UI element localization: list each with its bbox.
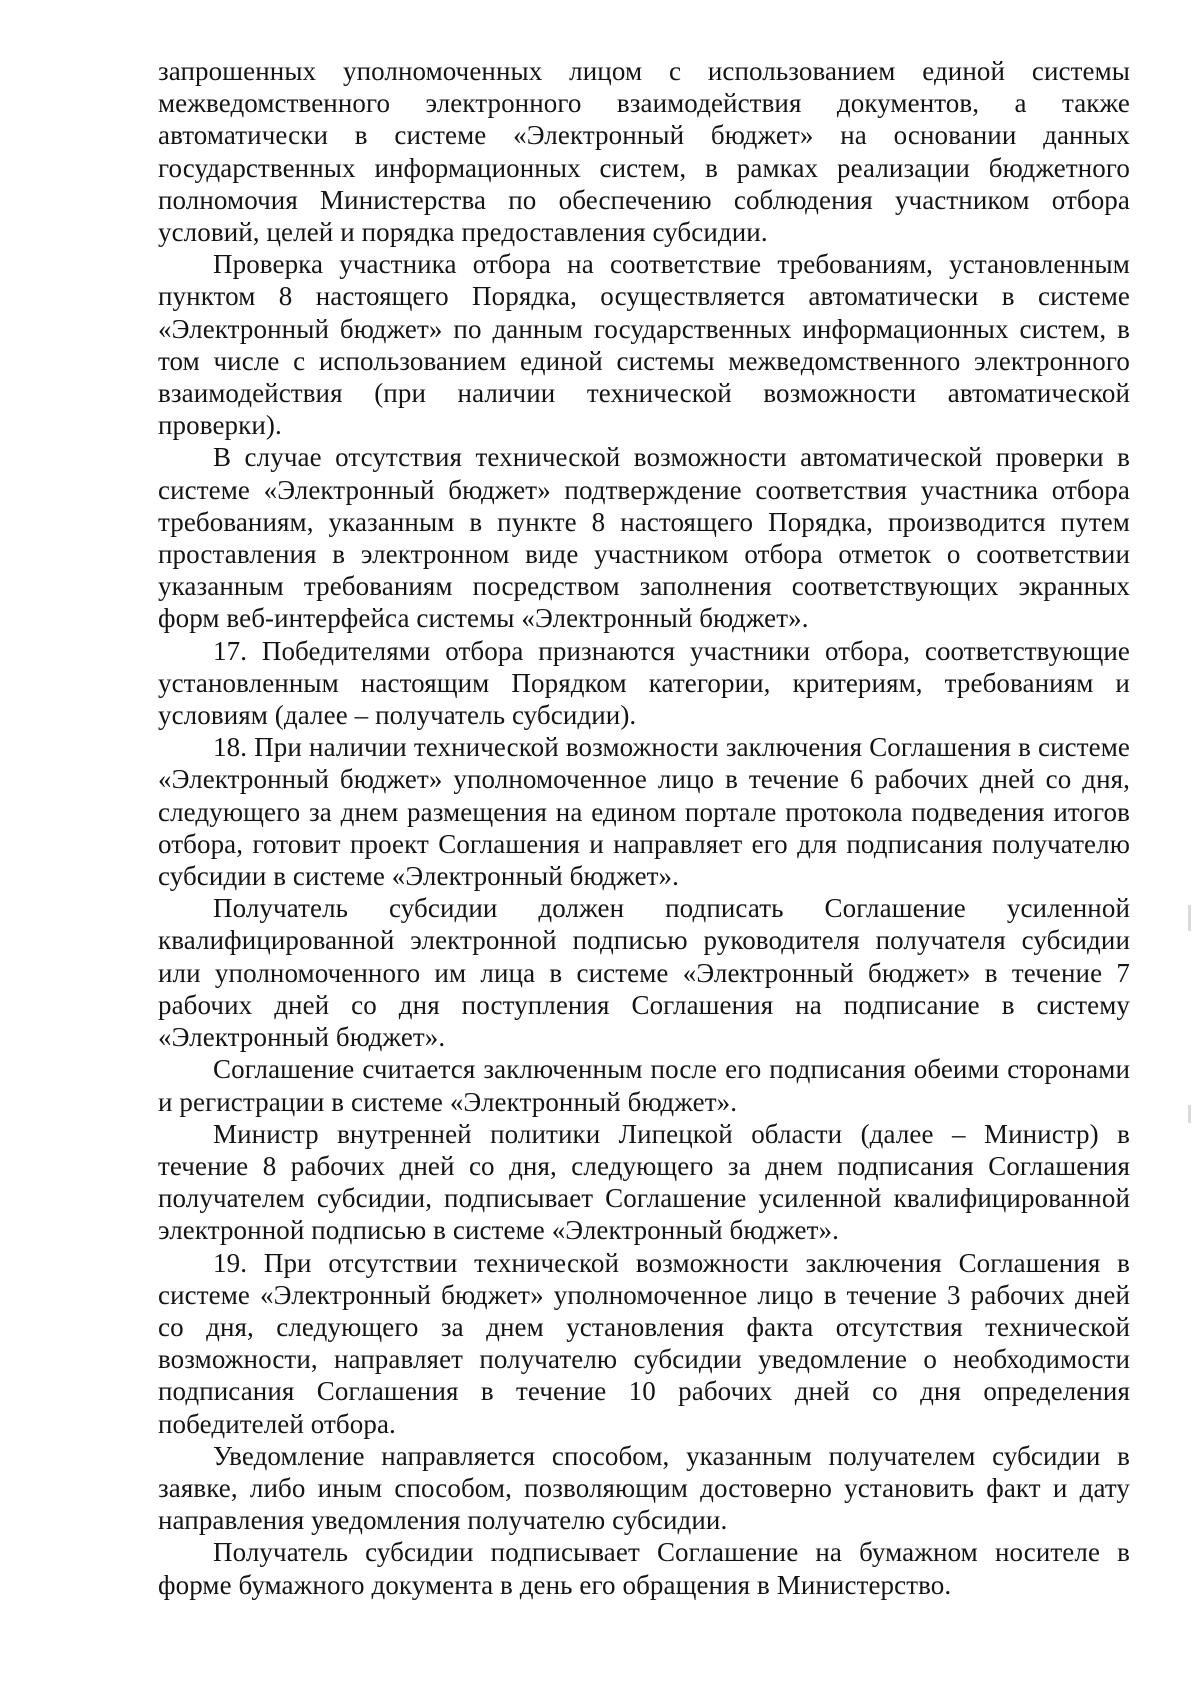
- paragraph-notification-method: Уведомление направляется способом, указанным получателем субсидии в заявке, либо иным способом, позволяющим достоверно установить факт и дату направления уведомления получателю субсидии.: [158, 1440, 1130, 1536]
- scan-edge-mark: [1188, 905, 1191, 931]
- paragraph-continuation: запрошенных уполномоченных лицом с использованием единой системы межведомственного электронного взаимодействия документов, а также автоматически в системе «Электронный бюджет» на основании данных государственных информационных систем, в рамках реализации бюджетного полномочия Министерства по обеспечению соблюдения участником отбора условий, целей и порядка предоставления субсидии.: [158, 56, 1130, 248]
- paragraph-agreement-concluded: Соглашение считается заключенным после его подписания обеими сторонами и регистрации в системе «Электронный бюджет».: [158, 1054, 1130, 1117]
- paragraph-minister-signing: Министр внутренней политики Липецкой области (далее – Министр) в течение 8 рабочих дней со дня, следующего за днем подписания Соглашения получателем субсидии, подписывает Соглашение усиленной квалифицированной электронной подписью в системе «Электронный бюджет».: [158, 1118, 1130, 1246]
- paragraph-recipient-signing: Получатель субсидии должен подписать Соглашение усиленной квалифицированной электронной подписью руководителя получателя субсидии или уполномоченного им лица в системе «Электронный бюджет» в течение 7 рабочих дней со дня поступления Соглашения на подписание в систему «Электронный бюджет».: [158, 893, 1130, 1053]
- scan-edge-mark: [1188, 1105, 1191, 1123]
- paragraph-clause-17: 17. Победителями отбора признаются участники отбора, соответствующие установленным настоящим Порядком категории, критериям, требованиям и условиям (далее – получатель субсидии).: [158, 635, 1130, 731]
- paragraph-verification-manual: В случае отсутствия технической возможности автоматической проверки в системе «Электронный бюджет» подтверждение соответствия участника отбора требованиям, указанным в пункте 8 настоящего Порядка, производится путем проставления в электронном виде участником отбора отметок о соответствии указанным требованиям посредством заполнения соответствующих экранных форм веб-интерфейса системы «Электронный бюджет».: [158, 442, 1130, 634]
- paragraph-clause-18: 18. При наличии технической возможности заключения Соглашения в системе «Электронный бюджет» уполномоченное лицо в течение 6 рабочих дней со дня, следующего за днем размещения на едином портале протокола подведения итогов отбора, готовит проект Соглашения и направляет его для подписания получателю субсидии в системе «Электронный бюджет».: [158, 732, 1130, 892]
- paragraph-paper-signing: Получатель субсидии подписывает Соглашение на бумажном носителе в форме бумажного документа в день его обращения в Министерство.: [158, 1537, 1130, 1600]
- paragraph-verification-auto: Проверка участника отбора на соответствие требованиям, установленным пунктом 8 настоящего Порядка, осуществляется автоматически в системе «Электронный бюджет» по данным государственных информационных систем, в том числе с использованием единой системы межведомственного электронного взаимодействия (при наличии технической возможности автоматической проверки).: [158, 249, 1130, 441]
- document-body: [158, 55, 1130, 1601]
- paragraph-clause-19: 19. При отсутствии технической возможности заключения Соглашения в системе «Электронный бюджет» уполномоченное лицо в течение 3 рабочих дней со дня, следующего за днем установления факта отсутствия технической возможности, направляет получателю субсидии уведомление о необходимости подписания Соглашения в течение 10 рабочих дней со дня определения победителей отбора.: [158, 1247, 1130, 1439]
